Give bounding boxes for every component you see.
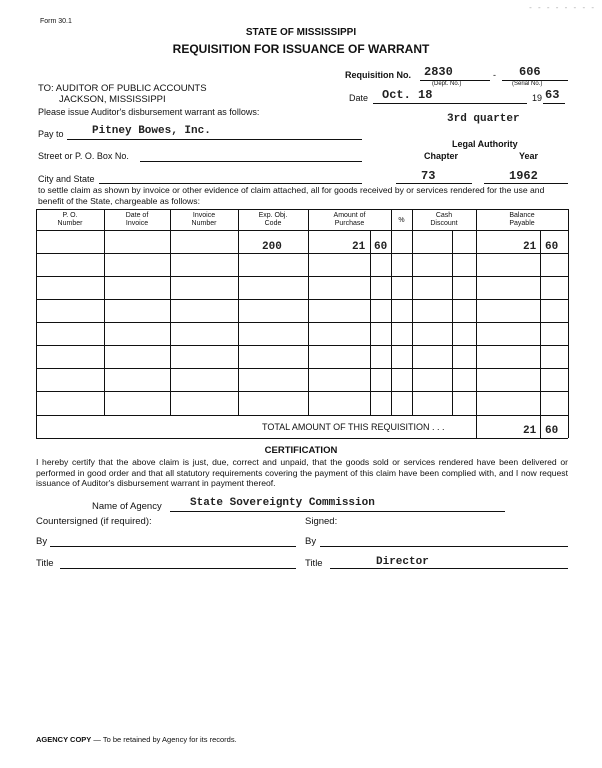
col-div-5 bbox=[391, 209, 392, 415]
row-line-2 bbox=[36, 276, 568, 277]
agency-label: Name of Agency bbox=[92, 501, 162, 512]
title-line-left bbox=[60, 568, 296, 569]
to-auditor-line1: TO: AUDITOR OF PUBLIC ACCOUNTS bbox=[38, 83, 207, 94]
to-auditor-line2: JACKSON, MISSISSIPPI bbox=[59, 94, 166, 105]
table-right-border bbox=[568, 209, 569, 438]
col-div-4 bbox=[308, 209, 309, 415]
requisition-label: Requisition No. bbox=[345, 70, 411, 80]
year-line bbox=[543, 103, 565, 104]
year-suffix: 63 bbox=[545, 88, 560, 102]
row1-amount-cents: 60 bbox=[374, 241, 388, 253]
year-label: Year bbox=[519, 151, 539, 161]
header-exp-obj-code: Exp. Obj. Code bbox=[258, 212, 288, 227]
countersigned-label: Countersigned (if required): bbox=[36, 516, 152, 527]
col-div-balance-cents bbox=[540, 230, 541, 438]
street-line bbox=[140, 161, 362, 162]
year-value-line bbox=[484, 183, 568, 184]
serial-no-value: 606 bbox=[519, 65, 541, 79]
agency-value: State Sovereignty Commission bbox=[190, 497, 375, 509]
form-number: Form 30.1 bbox=[40, 18, 72, 25]
header-po-number: P. O. Number bbox=[57, 212, 83, 227]
certification-text: I hereby certify that the above claim is just, due, correct and unpaid, that the goods sold or services rendered have been delivered or performed in good order and that all statutory requirements covering the payment of this claim have been complied with, and I now request issuance of Auditor's disbursement warrant in payment thereof. bbox=[36, 457, 568, 488]
col-div-2 bbox=[170, 209, 171, 415]
title-label-right: Title bbox=[305, 558, 323, 569]
chapter-value: 73 bbox=[421, 169, 436, 183]
chapter-line bbox=[396, 183, 472, 184]
state-heading: STATE OF MISSISSIPPI bbox=[245, 27, 357, 38]
dept-no-value: 2830 bbox=[424, 65, 453, 79]
row1-balance-dollars: 21 bbox=[523, 241, 537, 253]
row1-amount-dollars: 21 bbox=[352, 241, 366, 253]
title-line-right bbox=[330, 568, 568, 569]
table-top-border bbox=[36, 209, 568, 210]
date-label: Date bbox=[349, 93, 369, 103]
header-amount-of-purchase: Amount of Purchase bbox=[333, 212, 366, 227]
quarter-value: 3rd quarter bbox=[447, 113, 520, 125]
pay-to-label: Pay to bbox=[38, 129, 64, 139]
row-line-4 bbox=[36, 322, 568, 323]
row-line-7 bbox=[36, 391, 568, 392]
serial-no-caption: (Serial No.) bbox=[512, 81, 543, 87]
header-invoice-number: Invoice Number bbox=[191, 212, 217, 227]
settle-claim-text: to settle claim as shown by invoice or other evidence of claim attached, all for goods received by or services rendered for the use and benefit of the State, chargeable as follows: bbox=[38, 185, 545, 206]
row-line-5 bbox=[36, 345, 568, 346]
agency-line bbox=[170, 511, 505, 512]
row-line-3 bbox=[36, 299, 568, 300]
table-header-bottom bbox=[36, 230, 568, 231]
certification-heading: CERTIFICATION bbox=[264, 445, 338, 456]
date-value: Oct. 18 bbox=[382, 88, 433, 102]
legal-authority-label: Legal Authority bbox=[452, 139, 518, 149]
total-dollars: 21 bbox=[523, 425, 537, 437]
table-left-border bbox=[36, 209, 37, 438]
col-div-7 bbox=[476, 209, 477, 438]
header-cash-discount: Cash Discount bbox=[430, 212, 458, 227]
dept-no-caption: (Dept. No.) bbox=[432, 81, 462, 87]
total-cents: 60 bbox=[545, 425, 559, 437]
corner-dashes: - - - - - - - - bbox=[529, 3, 596, 12]
header-date-of-invoice: Date of Invoice bbox=[125, 212, 149, 227]
city-line bbox=[99, 183, 362, 184]
footer-bold: AGENCY COPY bbox=[36, 735, 92, 744]
footer-text: — To be retained by Agency for its records. bbox=[93, 735, 237, 744]
row1-balance-cents: 60 bbox=[545, 241, 559, 253]
col-div-6 bbox=[412, 209, 413, 415]
table-bottom-border bbox=[36, 438, 568, 439]
chapter-label: Chapter bbox=[424, 151, 459, 161]
col-div-1 bbox=[104, 209, 105, 415]
street-label: Street or P. O. Box No. bbox=[38, 151, 129, 161]
pay-to-value: Pitney Bowes, Inc. bbox=[92, 125, 211, 137]
row-line-6 bbox=[36, 368, 568, 369]
form-title: REQUISITION FOR ISSUANCE OF WARRANT bbox=[172, 42, 430, 56]
legal-year-value: 1962 bbox=[509, 169, 538, 183]
total-label: TOTAL AMOUNT OF THIS REQUISITION . . . bbox=[262, 422, 445, 432]
row1-exp-code: 200 bbox=[262, 241, 282, 253]
by-line-left bbox=[50, 546, 296, 547]
title-label-left: Title bbox=[36, 558, 54, 569]
issue-instruction: Please issue Auditor's disbursement warrant as follows: bbox=[38, 107, 260, 117]
row-line-1 bbox=[36, 253, 568, 254]
city-label: City and State bbox=[38, 174, 95, 184]
by-line-right bbox=[320, 546, 568, 547]
signed-label: Signed: bbox=[305, 516, 338, 527]
by-label-left: By bbox=[36, 536, 48, 547]
row-line-8 bbox=[36, 415, 568, 416]
title-value: Director bbox=[376, 556, 429, 568]
pay-to-line bbox=[67, 139, 362, 140]
year-prefix: 19 bbox=[532, 93, 543, 103]
date-line bbox=[373, 103, 527, 104]
col-div-3 bbox=[238, 209, 239, 415]
requisition-dash: - bbox=[493, 70, 496, 80]
by-label-right: By bbox=[305, 536, 317, 547]
header-balance-payable: Balance Payable bbox=[509, 212, 535, 227]
footer-note bbox=[36, 735, 237, 744]
header-percent: % bbox=[398, 217, 405, 224]
